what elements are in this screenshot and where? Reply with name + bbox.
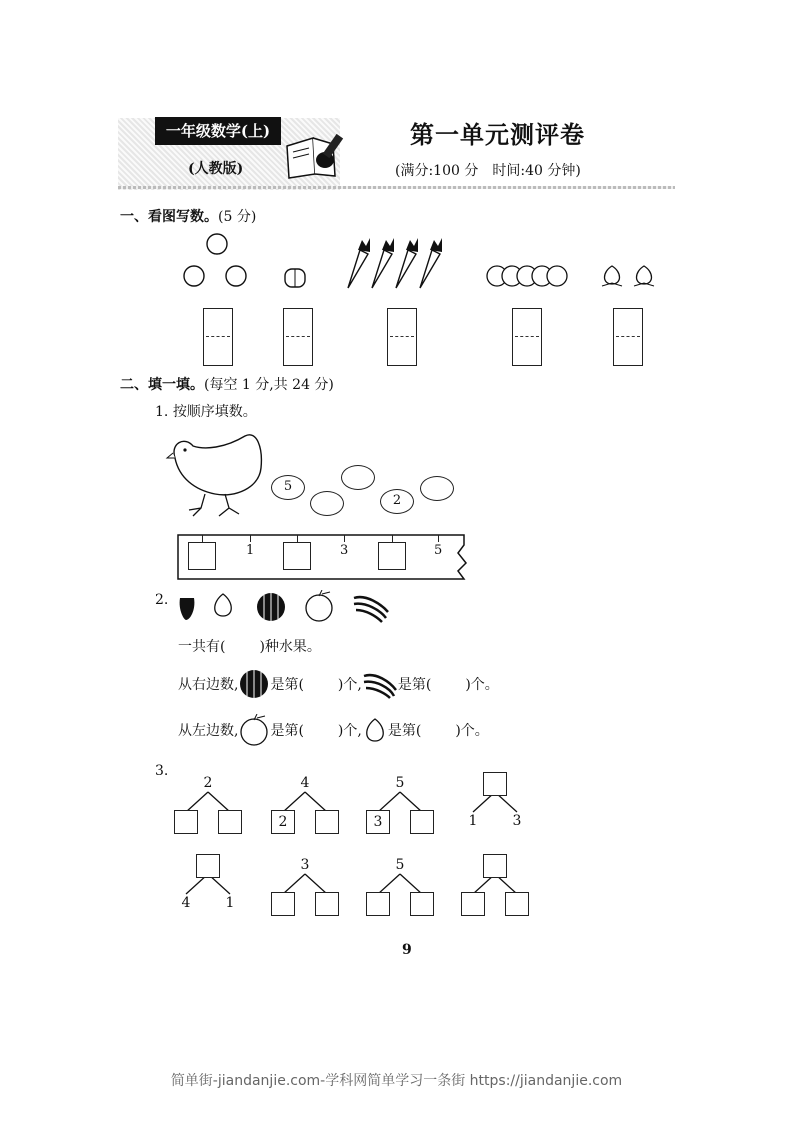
answer-box-peaches[interactable] — [613, 308, 643, 366]
egg-oval[interactable] — [420, 476, 454, 501]
grade-label: 一年级数学(上) — [155, 117, 281, 145]
bond-top-number: 4 — [300, 775, 310, 791]
footer-watermark: 简单街-jiandanjie.com-学科网简单学习一条街 https://jiandanjie.com — [170, 1073, 623, 1089]
peach-icon — [362, 715, 388, 745]
number-line-box[interactable] — [378, 542, 406, 570]
number-label: 5 — [434, 543, 443, 558]
number-line-box[interactable] — [283, 542, 311, 570]
apple-icon — [306, 590, 332, 621]
peach-group-icon — [598, 264, 662, 290]
number-strip — [176, 533, 471, 581]
bond-left-number: 2 — [271, 810, 295, 834]
bond-right-box[interactable] — [315, 810, 339, 834]
tick — [438, 535, 439, 542]
number-label: 1 — [246, 543, 255, 558]
peach-icon — [215, 594, 232, 616]
bond-left-number: 4 — [181, 895, 191, 911]
banana-icon — [354, 597, 388, 622]
tick — [250, 535, 251, 542]
bond-right-box[interactable] — [410, 810, 434, 834]
carrot-group-icon — [342, 238, 454, 290]
tomato-group-icon — [485, 262, 570, 290]
page-number: 9 — [402, 942, 412, 958]
section2-heading: 二、填一填。(每空 1 分,共 24 分) — [120, 377, 334, 393]
q2-line1: 一共有( )种水果。 — [178, 639, 321, 655]
egg-oval[interactable] — [341, 465, 375, 490]
tick — [297, 535, 298, 542]
strawberry-icon — [180, 598, 195, 620]
bond-left-number: 3 — [366, 810, 390, 834]
page-title: 第一单元测评卷 — [410, 120, 585, 149]
bond-top-number: 2 — [203, 775, 213, 791]
answer-box-oranges[interactable] — [203, 308, 233, 366]
bond-left-number: 1 — [468, 813, 478, 829]
number-label: 3 — [340, 543, 349, 558]
orange-group-icon — [180, 232, 255, 292]
pepper-icon — [283, 265, 308, 290]
tick — [202, 535, 203, 542]
bond-right-box[interactable] — [505, 892, 529, 916]
bond-top-number: 5 — [395, 775, 405, 791]
bond-right-box[interactable] — [410, 892, 434, 916]
edition-label: (人教版) — [188, 161, 244, 177]
egg-oval[interactable]: 5 — [271, 475, 305, 500]
q2-label: 2. — [155, 592, 169, 608]
q2-line2: 从右边数, 是第( )个, 是第( )个。 — [178, 668, 499, 700]
answer-box-tomatoes[interactable] — [512, 308, 542, 366]
answer-box-pepper[interactable] — [283, 308, 313, 366]
fruit-row — [176, 590, 396, 624]
hen-icon — [165, 428, 270, 520]
q1-prompt: 1. 按顺序填数。 — [155, 404, 257, 420]
section1-heading: 一、看图写数。(5 分) — [120, 209, 257, 225]
tick — [344, 535, 345, 542]
q3-label: 3. — [155, 763, 169, 779]
apple-icon — [238, 714, 270, 746]
watermelon-icon — [257, 593, 285, 621]
bond-left-box[interactable] — [271, 892, 295, 916]
bond-top-box[interactable] — [483, 854, 507, 878]
bond-top-number: 5 — [395, 857, 405, 873]
q2-line3: 从左边数, 是第( )个, 是第( )个。 — [178, 714, 489, 746]
bond-right-box[interactable] — [218, 810, 242, 834]
egg-oval[interactable] — [310, 491, 344, 516]
watermelon-icon — [238, 668, 270, 700]
bond-right-number: 1 — [225, 895, 235, 911]
bond-top-box[interactable] — [483, 772, 507, 796]
number-line-box[interactable] — [188, 542, 216, 570]
bond-left-box[interactable] — [461, 892, 485, 916]
banana-icon — [362, 668, 398, 700]
tick — [392, 535, 393, 542]
bond-left-box[interactable] — [366, 892, 390, 916]
bond-right-number: 3 — [512, 813, 522, 829]
egg-oval[interactable]: 2 — [380, 489, 414, 514]
book-pen-icon — [283, 128, 348, 180]
bond-top-number: 3 — [300, 857, 310, 873]
bond-left-box[interactable] — [174, 810, 198, 834]
answer-box-carrots[interactable] — [387, 308, 417, 366]
score-time-info: (满分:100 分 时间:40 分钟) — [395, 163, 581, 179]
bond-top-box[interactable] — [196, 854, 220, 878]
header-divider — [118, 186, 675, 189]
bond-right-box[interactable] — [315, 892, 339, 916]
